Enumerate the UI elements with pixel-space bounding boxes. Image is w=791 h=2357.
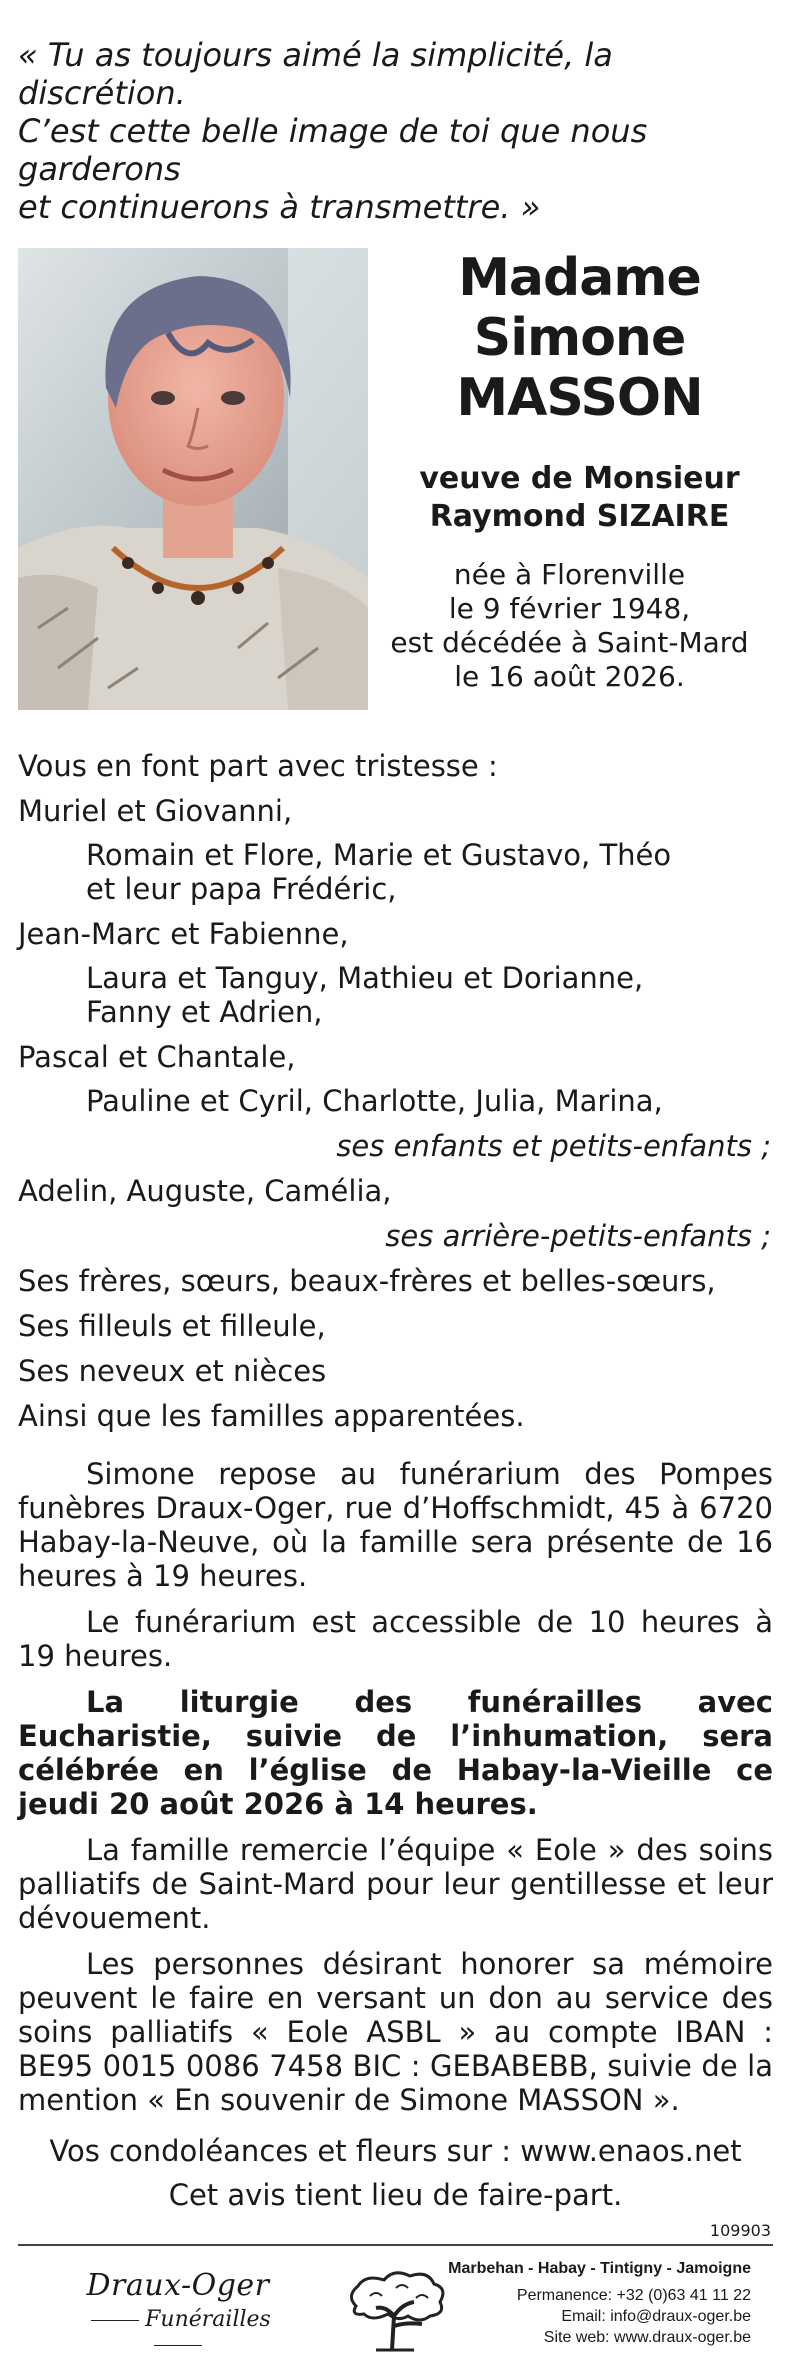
family-line: ses arrière-petits-enfants ; <box>385 1219 771 1253</box>
paragraph-funerarium: Simone repose au funérarium des Pompes funèbres Draux-Oger, rue d’Hoffschmidt, 45 à 6720 Habay-la-Neuve, où la famille sera présente de 16 heures à 19 heures. <box>18 1457 773 1593</box>
towns: Marbehan - Habay - Tintigny - Jamoigne <box>448 2260 751 2277</box>
deceased-details <box>388 248 771 694</box>
brand-logo <box>58 2268 298 2357</box>
widow-of: veuve de Monsieur Raymond SIZAIRE <box>419 461 740 534</box>
family-line: Ses frères, sœurs, beaux-frères et belles-sœurs, <box>18 1264 716 1298</box>
family-line: Vous en font part avec tristesse : <box>18 749 498 783</box>
condolences-line: Vos condoléances et fleurs sur : www.enaos.net <box>49 2134 742 2168</box>
first-name: Simone <box>473 308 686 368</box>
family-line: Ainsi que les familles apparentées. <box>18 1399 525 1433</box>
paragraph-thanks: La famille remercie l’équipe « Eole » des soins palliatifs de Saint-Mard pour leur gentillesse et leur dévouement. <box>18 1833 773 1935</box>
notice-line: Cet avis tient lieu de faire-part. <box>168 2178 623 2212</box>
epigraph-quote: « Tu as toujours aimé la simplicité, la discrétion. C’est cette belle image de toi que nous garderons et continuerons à transmettre. » <box>18 36 648 226</box>
phone: Permanence: +32 (0)63 41 11 22 <box>516 2287 751 2304</box>
reference-number: 109903 <box>709 2221 771 2240</box>
details-section <box>18 1457 773 2117</box>
family-line: Adelin, Auguste, Camélia, <box>18 1174 392 1208</box>
tree-icon <box>336 2266 456 2356</box>
family-line: Ses neveux et nièces <box>18 1354 327 1388</box>
family-line: Pauline et Cyril, Charlotte, Julia, Marina, <box>86 1084 663 1118</box>
family-list <box>18 744 773 1439</box>
brand-name: Draux-Oger <box>86 2268 270 2303</box>
family-line: Ses filleuls et filleule, <box>18 1309 326 1343</box>
funeral-home-footer <box>18 2246 773 2356</box>
email: Email: info@draux-oger.be <box>561 2308 751 2325</box>
paragraph-hours: Le funérarium est accessible de 10 heures à 19 heures. <box>18 1605 773 1673</box>
brand-subtitle: Funérailles <box>145 2307 271 2332</box>
family-line: ses enfants et petits-enfants ; <box>336 1129 771 1163</box>
family-line: Romain et Flore, Marie et Gustavo, Théo et leur papa Frédéric, <box>86 838 672 906</box>
portrait-photo <box>18 248 368 710</box>
paragraph-ceremony: La liturgie des funérailles avec Eucharistie, suivie de l’inhumation, sera célébrée en l’église de Habay-la-Vieille ce jeudi 20 août 2026 à 14 heures. <box>18 1685 773 1821</box>
birth-death-info: née à Florenville le 9 février 1948, est décédée à Saint-Mard le 16 août 2026. <box>390 558 749 693</box>
family-line: Muriel et Giovanni, <box>18 794 293 828</box>
website: Site web: www.draux-oger.be <box>543 2329 751 2346</box>
last-name: MASSON <box>456 368 703 428</box>
header-section <box>18 248 773 744</box>
paragraph-donation: Les personnes désirant honorer sa mémoire peuvent le faire en versant un don au service des soins palliatifs « Eole ASBL » au compte IBAN : BE95 0015 0086 7458 BIC : GEBABEBB, suivie de la mention « En souvenir de Simone MASSON ». <box>18 1947 773 2117</box>
family-line: Jean-Marc et Fabienne, <box>18 917 349 951</box>
family-line: Laura et Tanguy, Mathieu et Dorianne, Fanny et Adrien, <box>86 961 644 1029</box>
honorific: Madame <box>458 248 701 308</box>
family-line: Pascal et Chantale, <box>18 1040 296 1074</box>
contact-info <box>448 2258 751 2348</box>
